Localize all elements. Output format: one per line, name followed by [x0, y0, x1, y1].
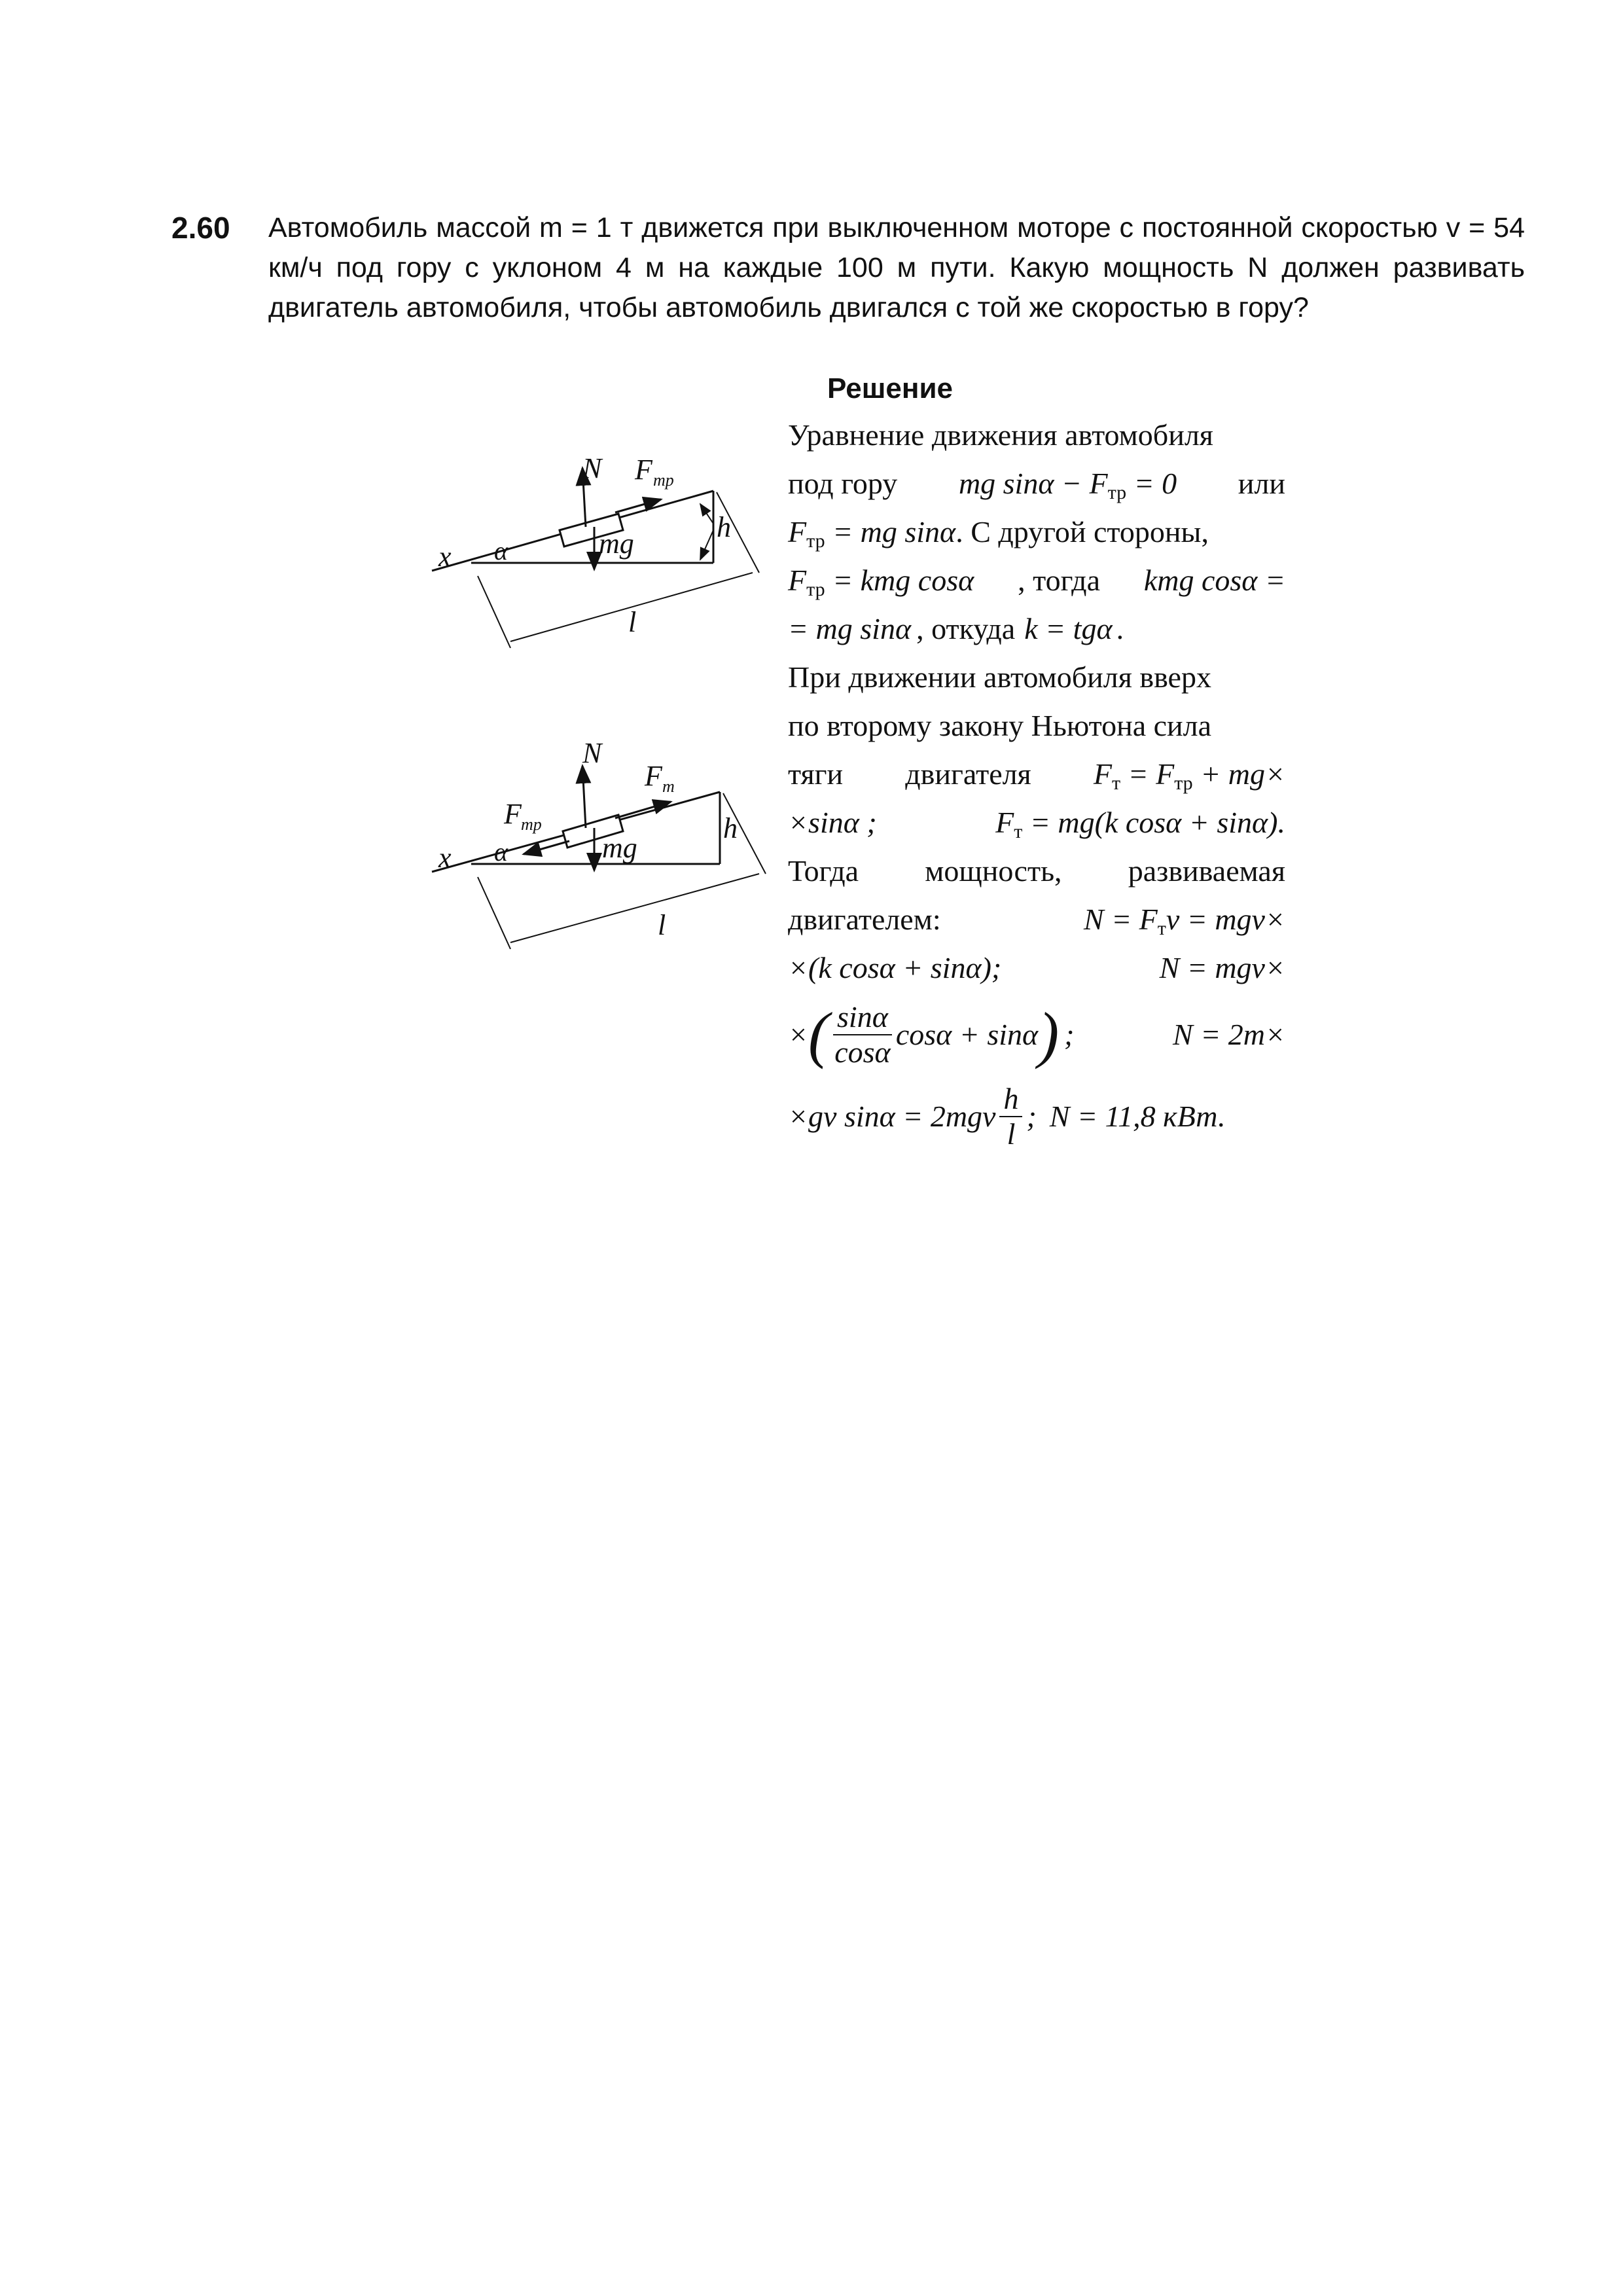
length-line — [510, 874, 759, 942]
solution-line: тяги двигателя $F_т = F_{тр} + mg\times$ — [788, 757, 1285, 794]
solution-line: × ( $\frac{\sin\alpha}{\cos\alpha}$ cosα + sinα ) ; N = 2m× — [788, 999, 1285, 1069]
label-l: l — [628, 606, 637, 638]
solution-title: Решение — [827, 372, 953, 404]
label-Ft-sub: т — [662, 777, 675, 796]
label-Ftr-sub: тр — [521, 815, 542, 834]
fraction-sin-cos: $\frac{\sin\alpha}{\cos\alpha}$ — [833, 1000, 892, 1069]
fraction-h-l: $\frac{h}{l}$ — [999, 1082, 1022, 1151]
label-h: h — [717, 511, 731, 543]
solution-line: $F_{тр}$ = mg sinα . С другой стороны, — [788, 515, 1209, 552]
solution-line: ×sinα ; $F_т = mg(k$ cosα + sinα). — [788, 806, 1285, 842]
solution-line: двигателем: $N = F_тv = mgv\times$ — [788, 903, 1285, 939]
label-x: x — [438, 842, 452, 874]
label-mg: mg — [602, 832, 637, 864]
solution-line: = mg sinα , откуда k = tgα . — [788, 612, 1124, 645]
problem-number: 2.60 — [171, 211, 230, 245]
label-Ftr-sub: тр — [653, 471, 674, 490]
label-x: x — [438, 541, 452, 573]
label-alpha: α — [494, 837, 508, 867]
label-mg: mg — [599, 528, 634, 560]
figure-2-uphill — [419, 726, 785, 975]
label-Ftr: F — [635, 454, 652, 486]
solution-line: При движении автомобиля вверх — [788, 660, 1211, 694]
solution-line: Тогда мощность, развиваемая — [788, 854, 1285, 888]
solution-line: ×gv sinα = 2mgv $\frac{h}{l}$ ; N = 11,8 кВт. — [788, 1082, 1226, 1151]
solution-line: под гору mg $\sin\alpha - F_{тр} = 0$ или — [788, 467, 1285, 503]
label-alpha: α — [494, 536, 508, 565]
label-l: l — [658, 909, 666, 941]
solution-body — [788, 411, 1285, 1156]
solution-line: Уравнение движения автомобиля — [788, 418, 1213, 452]
solution-line: $F_{тр}$ = kmg cosα , тогда kmg cosα = — [788, 564, 1285, 600]
solution-line: по второму закону Ньютона сила — [788, 709, 1212, 742]
label-N: N — [582, 737, 602, 769]
label-h: h — [723, 812, 738, 844]
label-Ft: F — [645, 760, 662, 792]
figure-1-downhill — [419, 432, 785, 668]
solution-line: ×(k cosα + sinα); N = mgv× — [788, 951, 1285, 984]
problem-text: Автомобиль массой m = 1 т движется при выключенном моторе с постоянной скоростью v = 54 км/ч под гору с уклоном 4 м на каждые 100 м пути. Какую мощность N должен развивать двигатель автомобиля, чтобы автомобиль двигался с той же скоростью в гору? — [268, 212, 1525, 323]
label-N: N — [582, 452, 602, 484]
label-Ftr: F — [504, 798, 522, 830]
final-answer: N = 11,8 кВт. — [1049, 1100, 1226, 1133]
